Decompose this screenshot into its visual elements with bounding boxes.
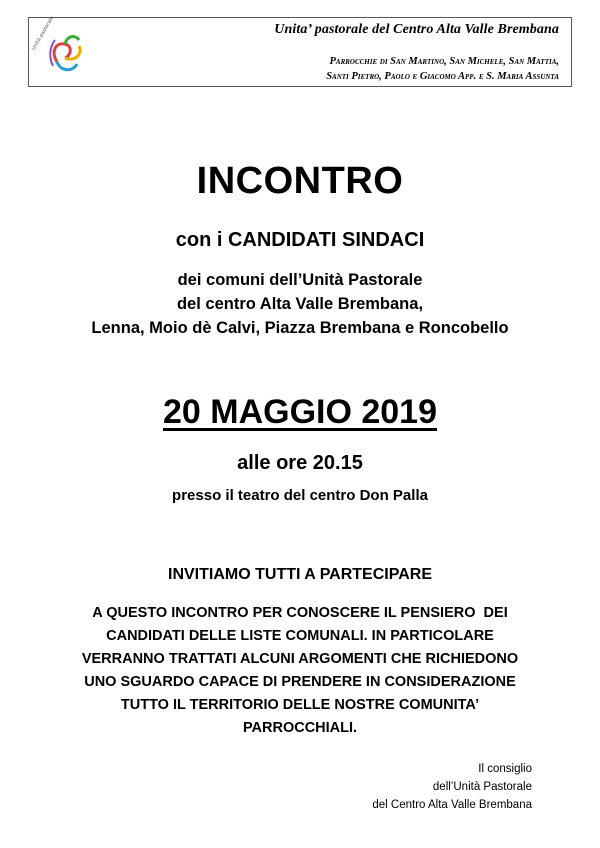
event-date: 20 MAGGIO 2019 xyxy=(162,393,437,431)
event-place: presso il teatro del centro Don Palla xyxy=(172,487,428,504)
parishes-line-1: Parrocchie di San Martino, San Michele, San Mattia, xyxy=(329,56,559,67)
header-parishes xyxy=(326,54,559,84)
header-title: Unita’ pastorale del Centro Alta Valle Brembana xyxy=(274,22,559,37)
event-subtitle: con i CANDIDATI SINDACI xyxy=(175,229,425,251)
parishes-line-2: Santi Pietro, Paolo e Giacomo App. e S. Maria Assunta xyxy=(326,71,559,82)
svg-text:Unità pastorale: Unità pastorale xyxy=(30,15,56,52)
invite-line-6: PARROCCHIALI. xyxy=(242,720,358,736)
comuni-line-3: Lenna, Moio dè Calvi, Piazza Brembana e Roncobello xyxy=(91,319,509,337)
invite-line-4: UNO SGUARDO CAPACE DI PRENDERE IN CONSIDERAZIONE xyxy=(84,674,516,690)
invite-line-3: VERRANNO TRATTATI ALCUNI ARGOMENTI CHE RICHIEDONO xyxy=(81,651,519,667)
comuni-line-2: del centro Alta Valle Brembana, xyxy=(176,295,424,313)
invite-line-5: TUTTO IL TERRITORIO DELLE NOSTRE COMUNITA’ xyxy=(120,697,480,713)
invite-line-1: A QUESTO INCONTRO PER CONOSCERE IL PENSIERO DEI xyxy=(92,605,508,621)
signature-line-1: Il consiglio xyxy=(478,763,532,775)
signature-line-3: del Centro Alta Valle Brembana xyxy=(372,799,532,811)
event-title: INCONTRO xyxy=(196,160,404,202)
header-box xyxy=(28,17,572,87)
signature xyxy=(372,760,532,814)
invite-body xyxy=(60,602,540,740)
comuni-line-1: dei comuni dell’Unità Pastorale xyxy=(177,271,423,289)
invite-heading: INVITIAMO TUTTI A PARTECIPARE xyxy=(168,566,432,583)
invite-line-2: CANDIDATI DELLE LISTE COMUNALI. IN PARTICOLARE xyxy=(106,628,494,644)
event-comuni xyxy=(0,268,600,340)
event-time: alle ore 20.15 xyxy=(237,452,363,474)
signature-line-2: dell’Unità Pastorale xyxy=(432,781,532,793)
parish-logo xyxy=(30,15,95,82)
